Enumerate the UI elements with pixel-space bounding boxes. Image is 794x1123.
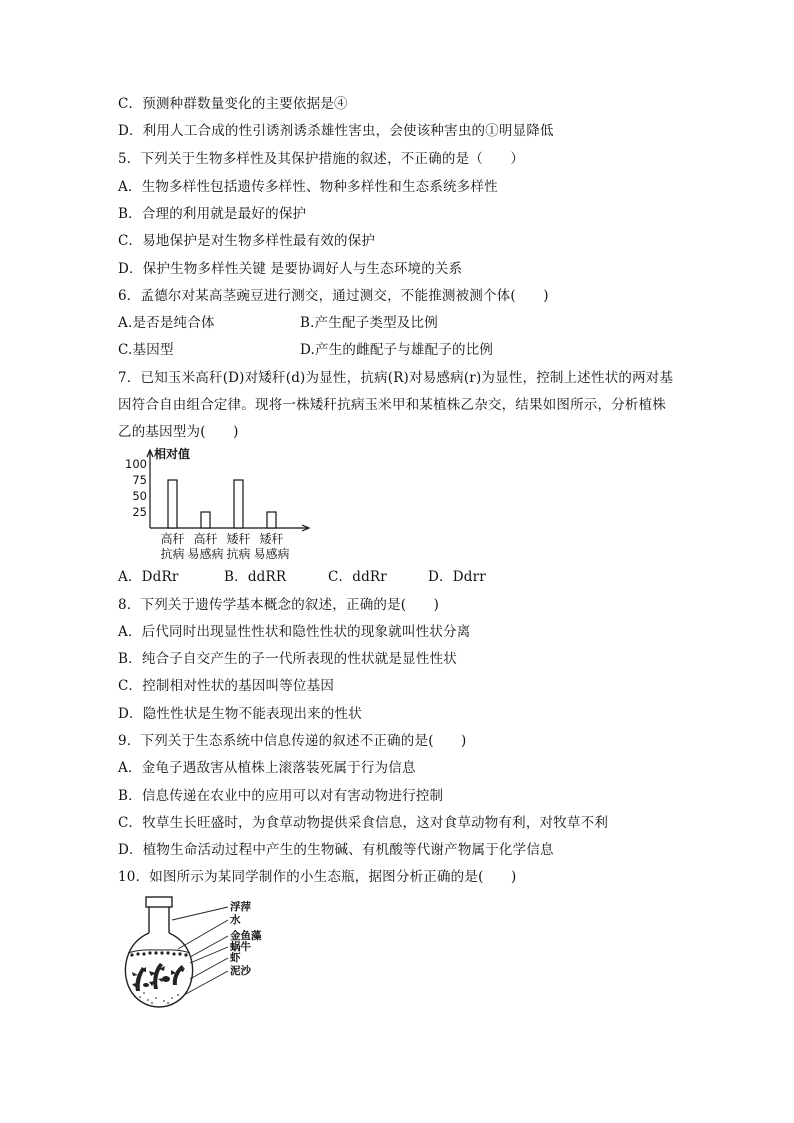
label-sand: 泥沙 [230,965,251,977]
x-tick-label: 矮秆 [259,532,284,546]
q6-stem: 6．孟德尔对某高茎豌豆进行测交，通过测交，不能推测被测个体( ) [118,288,549,304]
hornwort-plants [132,963,185,991]
x-tick-label: 高秆 [193,532,218,546]
q6-option-a: A.是否是纯合体 [118,315,215,331]
q4-option-d: D．利用人工合成的性引诱剂诱杀雄性害虫，会使该种害虫的①明显降低 [118,123,554,139]
q8-option-a: A．后代同时出现显性性状和隐性性状的现象就叫性状分离 [118,624,471,640]
bar [201,512,210,528]
label-water: 水 [230,914,241,926]
ecosystem-bottle-diagram [118,893,278,1011]
q9-option-a: A．金龟子遇敌害从植株上滚落装死属于行为信息 [118,760,416,776]
bottle-cork [146,897,172,907]
duckweed-dots [130,951,187,956]
q10-stem: 10．如图所示为某同学制作的小生态瓶，据图分析正确的是( ) [118,869,517,885]
y-axis-label: 相对值 [154,447,191,461]
q6-option-d: D.产生的雌配子与雄配子的比例 [300,342,494,358]
y-tick-label: 50 [132,489,147,503]
bottle-neck [149,907,169,933]
y-tick-label: 75 [132,473,147,487]
q7-options [118,568,518,586]
label-shrimp: 虾 [230,952,241,964]
q4-option-c: C．预测种群数量变化的主要依据是④ [118,96,348,112]
bar [234,480,243,528]
x-tick-label: 矮秆 [226,532,251,546]
q7-option-a: A．DdRr [118,569,179,585]
q6-option-b: B.产生配子类型及比例 [300,315,438,331]
q5-option-c: C．易地保护是对生物多样性最有效的保护 [118,233,376,249]
q5-stem: 5．下列关于生物多样性及其保护措施的叙述，不正确的是（ ） [118,151,525,167]
x-tick-label: 易感病 [253,547,290,561]
sand-layer [139,992,179,1004]
bar [168,480,177,528]
q7-bar-chart [118,446,318,564]
label-duckweed: 浮萍 [230,901,251,913]
x-tick-label: 高秆 [160,532,185,546]
q6-option-row-2 [118,341,518,359]
y-tick-label: 100 [125,457,147,471]
q7-option-b: B．ddRR [224,569,287,585]
q9-option-b: B．信息传递在农业中的应用可以对有害动物进行控制 [118,788,444,804]
bar [267,512,276,528]
water-line [128,950,190,953]
q8-option-c: C．控制相对性状的基因叫等位基因 [118,678,335,694]
q7-stem-line-3: 乙的基因型为( ) [118,424,239,440]
label-hornwort: 金鱼藻 [230,930,262,942]
q7-stem-line-2: 因符合自由组合定律。现将一株矮秆抗病玉米甲和某植株乙杂交，结果如图所示，分析植株 [118,397,666,413]
x-tick-label: 抗病 [226,547,251,561]
label-snail: 蜗牛 [230,941,251,953]
q8-option-b: B．纯合子自交产生的子一代所表现的性状就是显性性状 [118,651,457,667]
q8-stem: 8．下列关于遗传学基本概念的叙述，正确的是( ) [118,597,440,613]
q5-option-b: B．合理的利用就是最好的保护 [118,206,307,222]
q7-option-d: D．Ddrr [428,569,486,585]
q7-option-c: C．ddRr [328,569,387,585]
q5-option-d: D．保护生物多样性关键 是要协调好人与生态环境的关系 [118,261,463,277]
q9-option-d: D．植物生命活动过程中产生的生物碱、有机酸等代谢产物属于化学信息 [118,842,554,858]
q5-option-a: A．生物多样性包括遗传多样性、物种多样性和生态系统多样性 [118,179,498,195]
q6-option-row-1 [118,314,518,332]
q6-option-c: C.基因型 [118,342,174,358]
x-tick-label: 易感病 [187,547,224,561]
x-tick-label: 抗病 [160,547,185,561]
y-tick-label: 25 [132,505,147,519]
q9-stem: 9．下列关于生态系统中信息传递的叙述不正确的是( ) [118,733,467,749]
q7-stem-line-1: 7．已知玉米高秆(D)对矮秆(d)为显性，抗病(R)对易感病(r)为显性，控制上述性状的两对基 [118,370,674,386]
q9-option-c: C．牧草生长旺盛时，为食草动物提供采食信息，这对食草动物有利，对牧草不利 [118,815,609,831]
q8-option-d: D．隐性性状是生物不能表现出来的性状 [118,706,362,722]
